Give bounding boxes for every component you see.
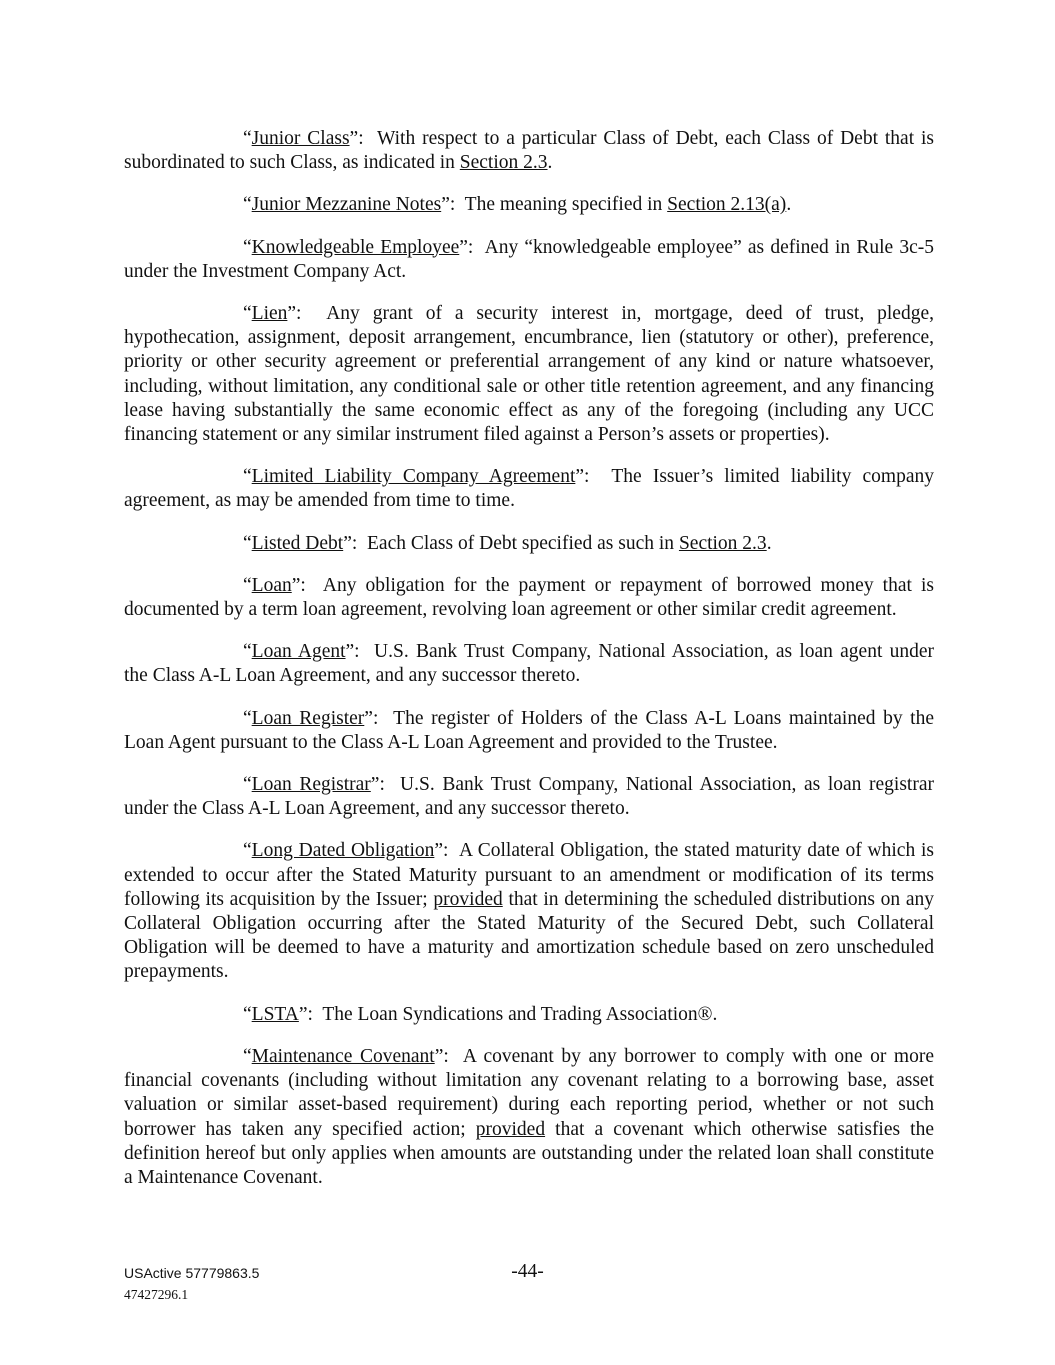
text-segment: “ (243, 574, 252, 596)
text-segment: “ (243, 303, 252, 325)
underlined-term: LSTA (251, 1003, 299, 1025)
underlined-term: Loan Registrar (251, 774, 371, 796)
text-segment: ”: A Collateral Obligation, the stated maturity date of which is extended to occur after the Stated Maturity pursuant to an amendment or modification of its terms following its acquisition by the Issuer; (124, 840, 934, 910)
text-segment: “ (243, 194, 252, 216)
paragraph-maintenance-covenant (124, 1045, 934, 1190)
text-segment: ”: The register of Holders of the Class A-L Loans maintained by the Loan Agent pursuant to the Class A-L Loan Agreement and provided to the Trustee. (124, 707, 934, 753)
underlined-term: Junior Class (251, 128, 350, 149)
text-segment: that in determining the scheduled distributions on any Collateral Obligation occurring after the Stated Maturity of the Secured Debt, such Collateral Obligation will be deemed to have a maturity and amortization schedule based on zero unscheduled prepayments. (124, 888, 935, 983)
text-segment: ”: U.S. Bank Trust Company, National Association, as loan agent under the Class A-L Loan Agreement, and any successor thereto. (124, 641, 934, 687)
text-segment: “ (243, 128, 252, 149)
text-segment: “ (243, 840, 252, 862)
text-segment: ”: The Issuer’s limited liability company agreement, as may be amended from time to time. (124, 466, 934, 512)
text-segment: “ (243, 774, 252, 796)
text-segment: . (786, 194, 792, 216)
text-segment: that a covenant which otherwise satisfies the definition hereof but only applies when amounts are outstanding under the related loan shall constitute a Maintenance Covenant. (124, 1118, 934, 1188)
text-segment: ”: U.S. Bank Trust Company, National Association, as loan registrar under the Class A-L Loan Agreement, and any successor thereto. (124, 774, 934, 820)
paragraph-loan-registrar (124, 773, 934, 821)
doc-id-secondary: 47427296.1 (124, 1287, 189, 1302)
underlined-term: Long Dated Obligation (251, 840, 435, 862)
page-number: -44- (511, 1261, 544, 1282)
text-segment: “ (243, 1003, 252, 1025)
text-segment: ”: A covenant by any borrower to comply with one or more financial covenants (including without limitation any covenant relating to a borrowing base, asset valuation or similar asset-based requirement) during each reporting period, whether or not such borrower has taken any specified action; (124, 1045, 934, 1140)
underlined-term: Maintenance Covenant (251, 1045, 435, 1067)
underlined-term: Loan (251, 574, 292, 596)
text-segment: . (547, 152, 553, 174)
underlined-term: Listed Debt (251, 532, 344, 554)
underlined-term: Loan Agent (251, 641, 346, 663)
underlined-term: provided (475, 1118, 546, 1140)
underlined-term: Section 2.13(a) (667, 194, 787, 216)
text-segment: ”: Each Class of Debt specified as such in (343, 532, 679, 554)
paragraph-loan-agent (124, 640, 934, 688)
text-segment: ”: Any grant of a security interest in, mortgage, deed of trust, pledge, hypothecation, assignment, deposit arrangement, encumbrance, lien (statutory or other), preference, priority or other security agreement or preferential arrangement of any kind or nature whatsoever, including, without limitation, any conditional sale or other title retention agreement, and any financing lease having substantially the same economic effect as any of the foregoing (including any UCC financing statement or any similar instrument filed against a Person’s assets or properties). (124, 303, 934, 446)
text-segment: “ (243, 641, 252, 663)
underlined-term: Knowledgeable Employee (251, 236, 460, 258)
text-segment: . (766, 532, 772, 554)
paragraph-loan-register (124, 707, 934, 755)
text-segment: “ (243, 707, 252, 729)
text-segment: “ (243, 532, 252, 554)
underlined-term: Section 2.3 (678, 532, 767, 554)
underlined-term: Limited Liability Company Agreement (251, 466, 576, 488)
text-segment: ”: The meaning specified in (441, 194, 668, 216)
paragraph-long-dated-obligation (124, 839, 934, 984)
underlined-term: Loan Register (251, 707, 365, 729)
text-segment: ”: The Loan Syndications and Trading Association®. (298, 1003, 718, 1025)
text-segment: ”: Any obligation for the payment or repayment of borrowed money that is documented by a term loan agreement, revolving loan agreement or other similar credit agreement. (124, 574, 934, 621)
text-segment: “ (243, 1045, 252, 1067)
underlined-term: Junior Mezzanine Notes (251, 194, 442, 216)
text-segment: ”: With respect to a particular Class of Debt, each Class of Debt that is subordinated to such Class, as indicated in (124, 128, 934, 174)
underlined-term: provided (433, 888, 503, 910)
doc-id-primary: USActive 57779863.5 (124, 1265, 260, 1281)
text-segment: ”: Any “knowledgeable employee” as defined in Rule 3c-5 under the Investment Company Act. (124, 236, 934, 282)
paragraph-lsta (124, 1003, 934, 1027)
paragraph-limited-liability-company-agreement (124, 465, 934, 513)
paragraph-listed-debt (124, 532, 934, 556)
text-segment: “ (243, 236, 252, 258)
paragraph-junior-mezzanine-notes (124, 193, 934, 217)
paragraph-lien (124, 302, 934, 447)
paragraph-junior-class (124, 127, 934, 175)
definitions-list (124, 127, 934, 1190)
underlined-term: Lien (251, 303, 288, 325)
paragraph-loan (124, 574, 934, 622)
paragraph-knowledgeable-employee (124, 236, 934, 284)
underlined-term: Section 2.3 (459, 152, 548, 174)
text-segment: “ (243, 466, 252, 488)
